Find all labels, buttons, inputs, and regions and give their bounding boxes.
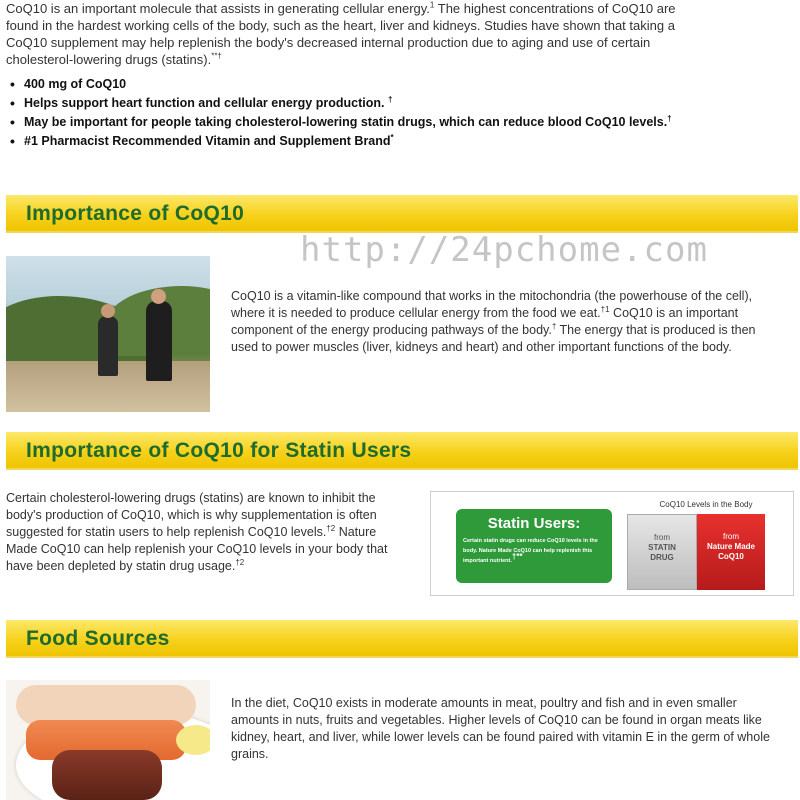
paragraph-text: CoQ10 is a vitamin-like compound that works in the mitochondria (the powerhouse of the cell), where it is needed to produce cellular energy from the food we eat. <box>231 289 753 320</box>
feature-bullet-list <box>10 76 710 152</box>
intro-paragraph <box>6 0 696 68</box>
footnote-marker: † <box>387 94 393 104</box>
bar-label: STATIN <box>648 543 676 552</box>
footnote-marker: †2 <box>326 523 336 533</box>
food-paragraph: In the diet, CoQ10 exists in moderate amounts in meat, poultry and fish and in even smaller amounts in nuts, fruits and vegetables. Higher levels of CoQ10 can be found in organ meats like kidney, heart, and liver, while lower levels can be found paired with vitamin E in the germ of whole grains. <box>231 696 770 761</box>
footnote-marker: **† <box>211 51 222 61</box>
bar-label: Nature Made <box>706 542 755 551</box>
importance-paragraph <box>231 288 776 356</box>
section-banner-importance <box>6 195 798 233</box>
callout-description: Certain statin drugs can reduce CoQ10 levels in the body. Nature Made CoQ10 can help replenish this important nutrient.†** <box>463 538 598 564</box>
bullet-text: Helps support heart function and cellular energy production. <box>24 96 388 110</box>
footnote-marker: 1 <box>429 0 435 10</box>
paragraph-text: Nature Made CoQ10 can help replenish your CoQ10 levels in your body that have been depleted by statin drug usage. <box>6 525 388 573</box>
section-banner-food <box>6 620 798 658</box>
bullet-item <box>10 133 710 150</box>
statin-drug-bar <box>627 514 697 590</box>
section-title: Importance of CoQ10 for Statin Users <box>26 439 412 462</box>
paragraph-text: Certain cholesterol-lowering drugs (statins) are known to inhibit the body's production of CoQ10, which is why supplementation is often suggested for statin users to help replenish CoQ10 levels. <box>6 491 377 539</box>
statin-infographic <box>430 491 794 596</box>
hikers-photo <box>6 256 210 412</box>
bullet-text: May be important for people taking cholesterol-lowering statin drugs, which can reduce blood CoQ10 levels. <box>24 115 668 129</box>
intro-text-1: CoQ10 is an important molecule that assists in generating cellular energy. <box>6 1 430 16</box>
levels-title: CoQ10 Levels in the Body <box>659 500 753 509</box>
bar-label: from <box>654 533 670 542</box>
bullet-item <box>10 114 710 131</box>
bar-label: from <box>723 532 739 541</box>
statin-users-callout <box>456 509 612 583</box>
bar-label: DRUG <box>650 553 674 562</box>
callout-heading: Statin Users: <box>487 515 581 532</box>
food-photo <box>6 680 210 800</box>
section-title: Food Sources <box>26 627 170 650</box>
bullet-text: 400 mg of CoQ10 <box>24 77 127 91</box>
footnote-marker: †1 <box>600 304 610 314</box>
nature-made-bar <box>697 514 765 590</box>
footnote-marker: † <box>551 321 557 331</box>
footnote-marker: † <box>667 113 672 123</box>
bullet-item <box>10 76 710 93</box>
bullet-item <box>10 95 710 112</box>
bar-label: CoQ10 <box>718 552 744 561</box>
section-title: Importance of CoQ10 <box>26 202 245 225</box>
intro-text-2: The highest concentrations of CoQ10 are found in the hardest working cells of the body, such as the heart, liver and kidneys. Studies have shown that taking a CoQ10 supplement may help replenish the body's decreased internal production due to aging and use of certain cholesterol-lowering drugs (statins). <box>6 1 676 67</box>
section-banner-statin <box>6 432 798 470</box>
footnote-marker: * <box>390 132 394 142</box>
statin-paragraph <box>6 490 406 575</box>
footnote-marker: †2 <box>235 557 245 567</box>
paragraph-text: The energy that is produced is then used to power muscles (liver, kidneys and heart) and other important functions of the body. <box>231 323 756 354</box>
bullet-text: #1 Pharmacist Recommended Vitamin and Supplement Brand <box>24 134 391 148</box>
paragraph-text: CoQ10 is an important component of the energy producing pathways of the body. <box>231 306 739 337</box>
watermark-text: http://24pchome.com <box>300 230 708 270</box>
